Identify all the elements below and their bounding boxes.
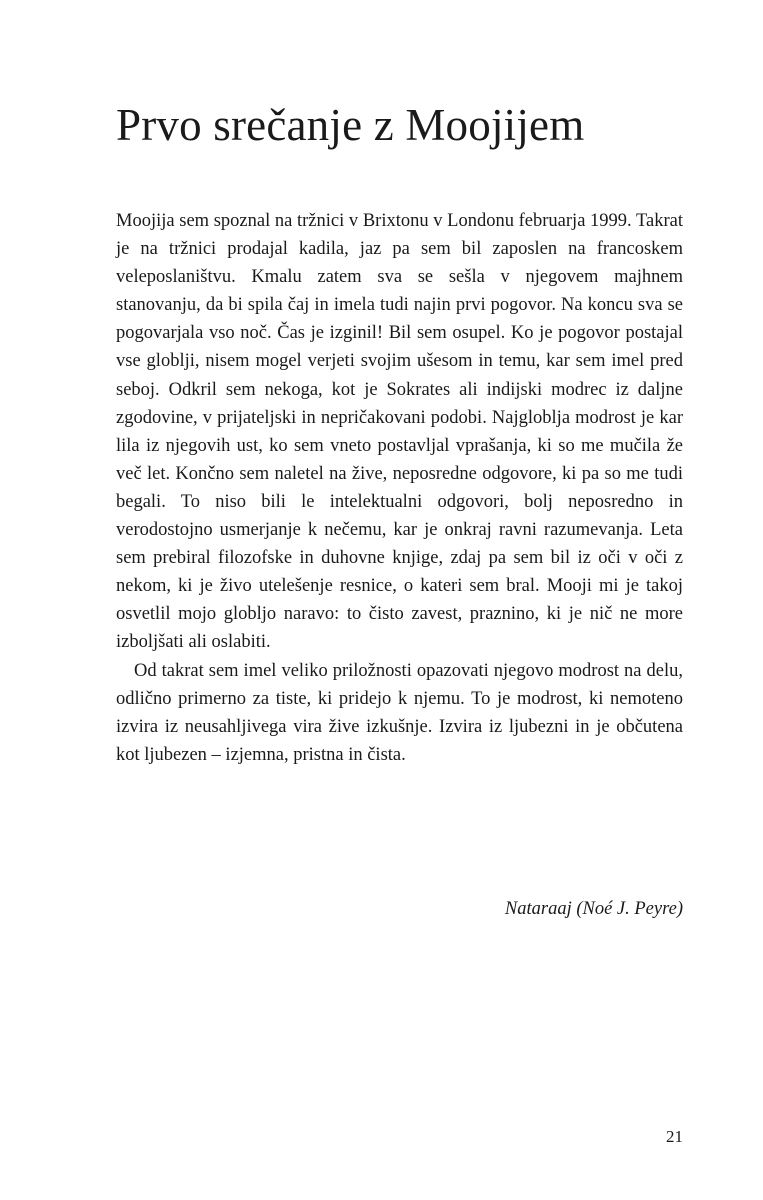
chapter-title: Prvo srečanje z Moojijem <box>116 100 585 150</box>
author-signature: Nataraaj (Noé J. Peyre) <box>504 899 683 919</box>
chapter-body <box>116 207 683 769</box>
body-paragraph-2: Od takrat sem imel veliko priložnosti opazovati njegovo modrost na delu, odlično primerno za tiste, ki pridejo k njemu. To je modrost, ki nemoteno izvira iz neusahljivega vira žive izkušnje. Izvira iz ljubezni in je občutena kot ljubezen – izjemna, pristna in čista. <box>116 660 683 765</box>
page-number: 21 <box>666 1127 683 1146</box>
body-paragraph-1: Moojija sem spoznal na tržnici v Brixtonu v Londonu februarja 1999. Takrat je na tržnici prodajal kadila, jaz pa sem bil zaposlen na francoskem veleposlaništvu. Kmalu zatem sva se sešla v njegovem majhnem stanovanju, da bi spila čaj in imela tudi najin prvi pogovor. Na koncu sva se pogovarjala vso noč. Čas je izginil! Bil sem osupel. Ko je pogovor postajal vse globlji, nisem mogel verjeti svojim ušesom in temu, kar sem imel pred seboj. Odkril sem nekoga, kot je Sokrates ali indijski modrec iz daljne zgodovine, v prijateljski in nepričakovani podobi. Najglobljа modrost je kar lila iz njegovih ust, ko sem vneto postavljal vprašanja, ki so me mučila že več let. Končno sem naletel na žive, neposredne odgovore, ki pa so me tudi begali. To niso bili le intelektualni odgovori, bolj neposredno in verodostojno usmerjanje k nečemu, kar je onkraj ravni razumevanja. Leta sem prebiral filozofske in duhovne knjige, zdaj pa sem bil iz oči v oči z nekom, ki je živo utelešenje resnice, o kateri sem bral. Mooji mi je takoj osvetlil mojo globljo naravo: to čisto zavest, praznino, ki je nič ne more izboljšati ali oslabiti. <box>116 211 683 653</box>
